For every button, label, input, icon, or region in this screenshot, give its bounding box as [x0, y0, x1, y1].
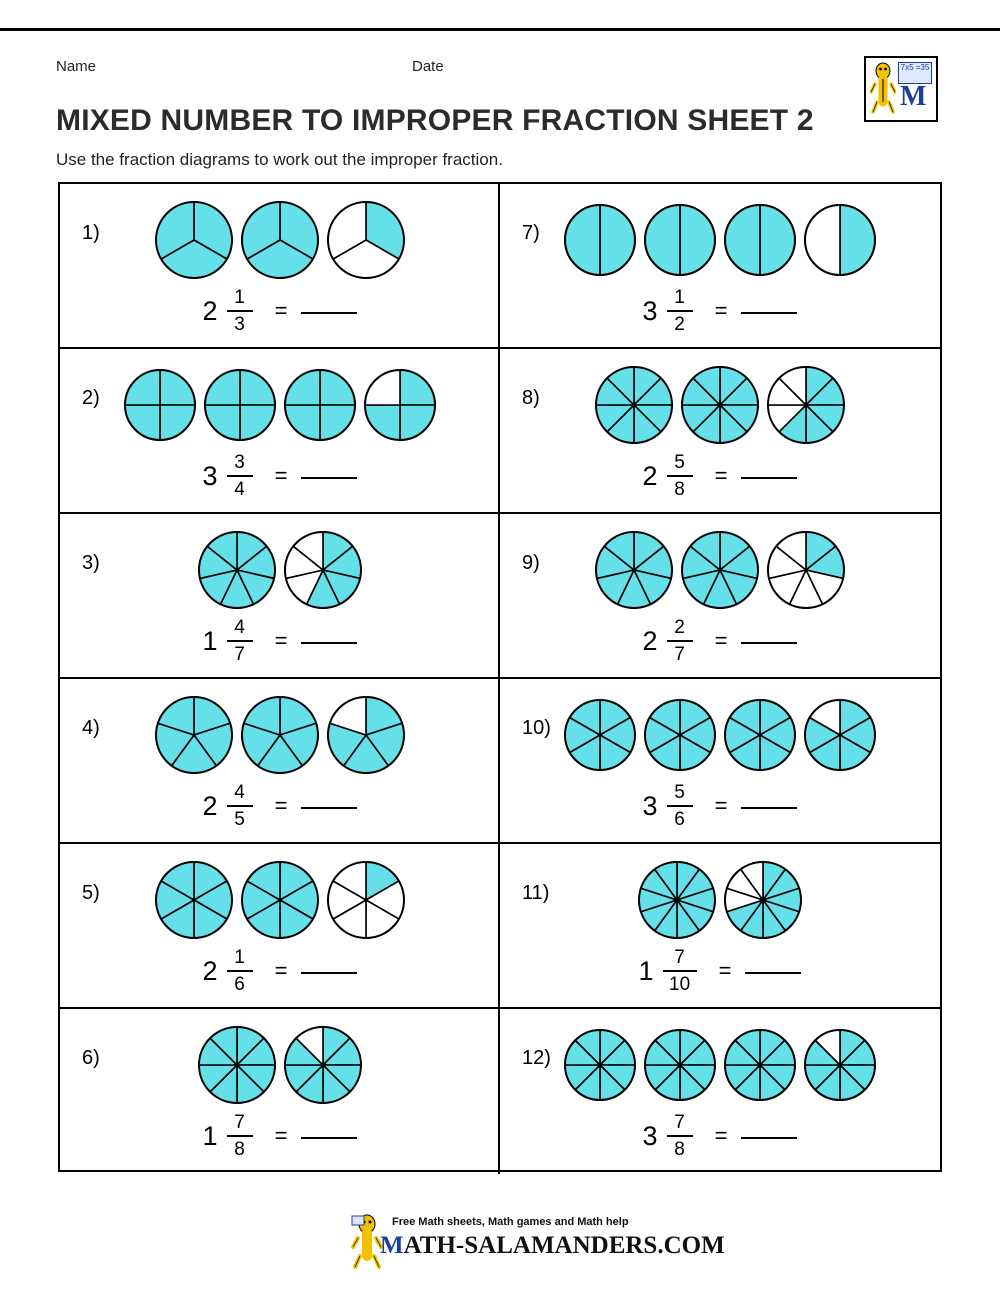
question-cell [60, 679, 500, 844]
fraction-diagram [60, 1023, 500, 1107]
math-salamanders-logo [864, 56, 938, 122]
fraction [667, 1113, 693, 1159]
page-title: MIXED NUMBER TO IMPROPER FRACTION SHEET 2 [56, 104, 814, 137]
footer [0, 1212, 1000, 1279]
equals-sign: = [274, 628, 288, 653]
fraction [227, 783, 253, 829]
whole-number: 2 [202, 295, 218, 326]
fraction-numerator: 4 [234, 617, 245, 638]
salamander-footer-icon [350, 1214, 384, 1270]
logo-mini-card: 7x5 =35 [898, 62, 932, 84]
whole-number: 2 [642, 625, 658, 656]
question-number: 10) [522, 717, 551, 739]
question-number: 2) [82, 387, 100, 409]
question-cell [500, 514, 940, 679]
answer-blank[interactable] [301, 807, 357, 809]
fraction-diagram [500, 858, 940, 942]
answer-blank[interactable] [741, 807, 797, 809]
date-label: Date [412, 58, 444, 75]
whole-number: 2 [202, 790, 218, 821]
question-number: 4) [82, 717, 100, 739]
equals-sign: = [274, 1123, 288, 1148]
fraction-numerator: 1 [234, 287, 245, 308]
fraction [663, 948, 697, 994]
mixed-number-expression [60, 940, 500, 1002]
fraction-denominator: 7 [674, 644, 685, 665]
fraction-numerator: 5 [674, 452, 685, 473]
fraction-diagram [500, 198, 940, 282]
salamander-icon [870, 62, 896, 116]
question-cell [500, 349, 940, 514]
question-number: 6) [82, 1047, 100, 1069]
answer-blank[interactable] [741, 1137, 797, 1139]
fraction-diagram [500, 693, 940, 777]
fraction-denominator: 2 [674, 314, 685, 335]
mixed-number-expression [500, 940, 940, 1002]
question-number: 9) [522, 552, 540, 574]
equals-sign: = [714, 628, 728, 653]
footer-tagline: Free Math sheets, Math games and Math help [392, 1216, 629, 1228]
student-info-row [56, 58, 846, 82]
fraction-bar [227, 640, 253, 642]
fraction-bar [667, 310, 693, 312]
fraction-denominator: 6 [234, 974, 245, 995]
fraction-bar [227, 475, 253, 477]
fraction-bar [667, 805, 693, 807]
answer-blank[interactable] [301, 312, 357, 314]
question-cell [60, 514, 500, 679]
question-cell [500, 1009, 940, 1174]
fraction-numerator: 7 [234, 1112, 245, 1133]
fraction-denominator: 6 [674, 809, 685, 830]
question-cell [60, 1009, 500, 1174]
fraction-numerator: 7 [674, 1112, 685, 1133]
answer-blank[interactable] [301, 477, 357, 479]
equals-sign: = [714, 793, 728, 818]
fraction-bar [227, 970, 253, 972]
fraction-denominator: 10 [669, 974, 691, 995]
answer-blank[interactable] [741, 477, 797, 479]
fraction [227, 618, 253, 664]
mixed-number-expression [60, 610, 500, 672]
mixed-number-expression [500, 445, 940, 507]
name-label: Name [56, 58, 97, 75]
top-divider [0, 28, 1000, 31]
fraction [667, 783, 693, 829]
fraction-denominator: 3 [234, 314, 245, 335]
footer-site-rest: ATH-SALAMANDERS.COM [403, 1232, 725, 1259]
instruction-text: Use the fraction diagrams to work out the improper fraction. [56, 150, 503, 169]
fraction-diagram [60, 363, 500, 447]
equals-sign: = [714, 1123, 728, 1148]
answer-blank[interactable] [301, 642, 357, 644]
fraction-numerator: 3 [234, 452, 245, 473]
fraction [227, 948, 253, 994]
mixed-number-expression [60, 445, 500, 507]
fraction-denominator: 4 [234, 479, 245, 500]
fraction-denominator: 8 [234, 1139, 245, 1160]
mixed-number-expression [500, 280, 940, 342]
question-number: 8) [522, 387, 540, 409]
whole-number: 1 [202, 625, 218, 656]
mixed-number-expression [60, 775, 500, 837]
fraction [667, 453, 693, 499]
fraction-bar [663, 970, 697, 972]
equals-sign: = [718, 958, 732, 983]
fraction [227, 288, 253, 334]
fraction-bar [227, 1135, 253, 1137]
fraction [227, 1113, 253, 1159]
equals-sign: = [714, 298, 728, 323]
question-number: 11) [522, 882, 550, 904]
question-number: 3) [82, 552, 100, 574]
fraction-numerator: 1 [674, 287, 685, 308]
whole-number: 2 [642, 460, 658, 491]
fraction-numerator: 4 [234, 782, 245, 803]
fraction-bar [667, 1135, 693, 1137]
fraction-numerator: 1 [234, 947, 245, 968]
fraction-denominator: 5 [234, 809, 245, 830]
equals-sign: = [274, 958, 288, 983]
equals-sign: = [274, 298, 288, 323]
question-cell [60, 349, 500, 514]
question-cell [60, 184, 500, 349]
fraction-diagram [60, 198, 500, 282]
mixed-number-expression [500, 610, 940, 672]
fraction-diagram [500, 1023, 940, 1107]
footer-site-initial: M [380, 1232, 404, 1259]
question-number: 7) [522, 222, 540, 244]
whole-number: 3 [642, 295, 658, 326]
fraction-numerator: 7 [674, 947, 685, 968]
fraction-diagram [500, 363, 940, 447]
question-number: 1) [82, 222, 100, 244]
mixed-number-expression [500, 1105, 940, 1167]
whole-number: 1 [638, 955, 654, 986]
question-cell [500, 184, 940, 349]
fraction-bar [227, 310, 253, 312]
mixed-number-expression [60, 280, 500, 342]
logo-letter: M [900, 81, 927, 112]
whole-number: 3 [642, 790, 658, 821]
fraction-bar [227, 805, 253, 807]
fraction-denominator: 8 [674, 1139, 685, 1160]
answer-blank[interactable] [741, 312, 797, 314]
fraction-diagram [500, 528, 940, 612]
fraction-denominator: 8 [674, 479, 685, 500]
equals-sign: = [274, 793, 288, 818]
fraction [667, 618, 693, 664]
fraction-diagram [60, 858, 500, 942]
fraction [667, 288, 693, 334]
mixed-number-expression [60, 1105, 500, 1167]
answer-blank[interactable] [301, 972, 357, 974]
questions-grid [58, 182, 942, 1172]
fraction-numerator: 2 [674, 617, 685, 638]
fraction-bar [667, 640, 693, 642]
equals-sign: = [274, 463, 288, 488]
fraction-denominator: 7 [234, 644, 245, 665]
fraction [227, 453, 253, 499]
whole-number: 3 [642, 1120, 658, 1151]
question-number: 12) [522, 1047, 551, 1069]
equals-sign: = [714, 463, 728, 488]
fraction-numerator: 5 [674, 782, 685, 803]
answer-blank[interactable] [745, 972, 801, 974]
question-number: 5) [82, 882, 100, 904]
whole-number: 1 [202, 1120, 218, 1151]
whole-number: 3 [202, 460, 218, 491]
question-cell [60, 844, 500, 1009]
answer-blank[interactable] [301, 1137, 357, 1139]
whole-number: 2 [202, 955, 218, 986]
footer-site-name [380, 1232, 725, 1260]
question-cell [500, 679, 940, 844]
question-cell [500, 844, 940, 1009]
fraction-bar [667, 475, 693, 477]
fraction-diagram [60, 693, 500, 777]
mixed-number-expression [500, 775, 940, 837]
fraction-diagram [60, 528, 500, 612]
answer-blank[interactable] [741, 642, 797, 644]
